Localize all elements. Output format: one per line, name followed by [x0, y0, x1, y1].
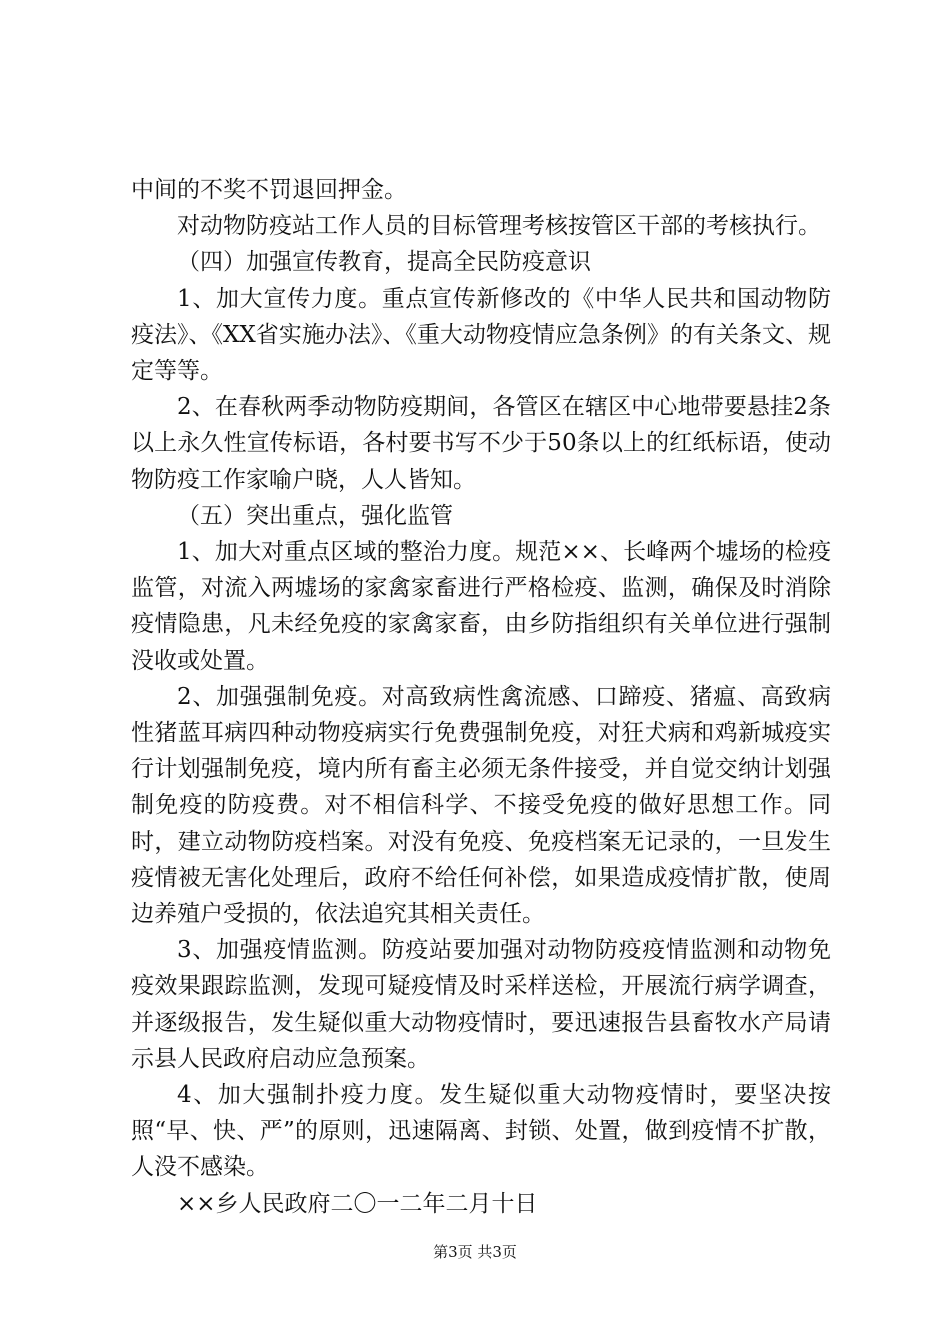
paragraph-item-2-slogans: 2、在春秋两季动物防疫期间，各管区在辖区中心地带要悬挂2条以上永久性宣传标语，各村要书写不少于50条以上的红纸标语，使动物防疫工作家喻户晓，人人皆知。 — [131, 394, 831, 493]
section-heading-5: （五）突出重点，强化监管 — [177, 502, 453, 529]
signature-date: ××乡人民政府二〇一二年二月十日 — [177, 1190, 538, 1217]
paragraph-continuation: 中间的不奖不罚退回押金。 — [131, 177, 407, 203]
section-heading-4: （四）加强宣传教育，提高全民防疫意识 — [177, 249, 591, 276]
paragraph-item-1-publicity: 1、加大宣传力度。重点宣传新修改的《中华人民共和国动物防疫法》、《XX省实施办法》、《重大动物疫情应急条例》的有关条文、规定等等。 — [131, 285, 831, 385]
page-number: 第3页 共3页 — [433, 1243, 517, 1261]
page-footer — [0, 1242, 950, 1262]
paragraph-item-3-monitoring: 3、加强疫情监测。防疫站要加强对动物防疫疫情监测和动物免疫效果跟踪监测，发现可疑疫情及时采样送检，开展流行病学调查，并逐级报告，发生疑似重大动物疫情时，要迅速报告县畜牧水产局请示县人民政府启动应急预案。 — [131, 937, 831, 1072]
paragraph-item-4-control: 4、加大强制扑疫力度。发生疑似重大动物疫情时，要坚决按照“早、快、严”的原则，迅速隔离、封锁、处置，做到疫情不扩散，人没不感染。 — [131, 1082, 831, 1181]
paragraph-assessment: 对动物防疫站工作人员的目标管理考核按管区干部的考核执行。 — [177, 213, 821, 240]
paragraph-item-1-regulation: 1、加大对重点区域的整治力度。规范××、长峰两个墟场的检疫监管，对流入两墟场的家禽家畜进行严格检疫、监测，确保及时消除疫情隐患，凡未经免疫的家禽家畜，由乡防指组织有关单位进行强制没收或处置。 — [131, 539, 831, 674]
paragraph-item-2-immunization: 2、加强强制免疫。对高致病性禽流感、口蹄疫、猪瘟、高致病性猪蓝耳病四种动物疫病实行免费强制免疫，对狂犬病和鸡新城疫实行计划强制免疫，境内所有畜主必须无条件接受，并自觉交纳计划强制免疫的防疫费。对不相信科学、不接受免疫的做好思想工作。同时，建立动物防疫档案。对没有免疫、免疫档案无记录的，一旦发生疫情被无害化处理后，政府不给任何补偿，如果造成疫情扩散，使周边养殖户受损的，依法追究其相关责任。 — [131, 683, 831, 928]
document-body — [131, 172, 831, 1222]
